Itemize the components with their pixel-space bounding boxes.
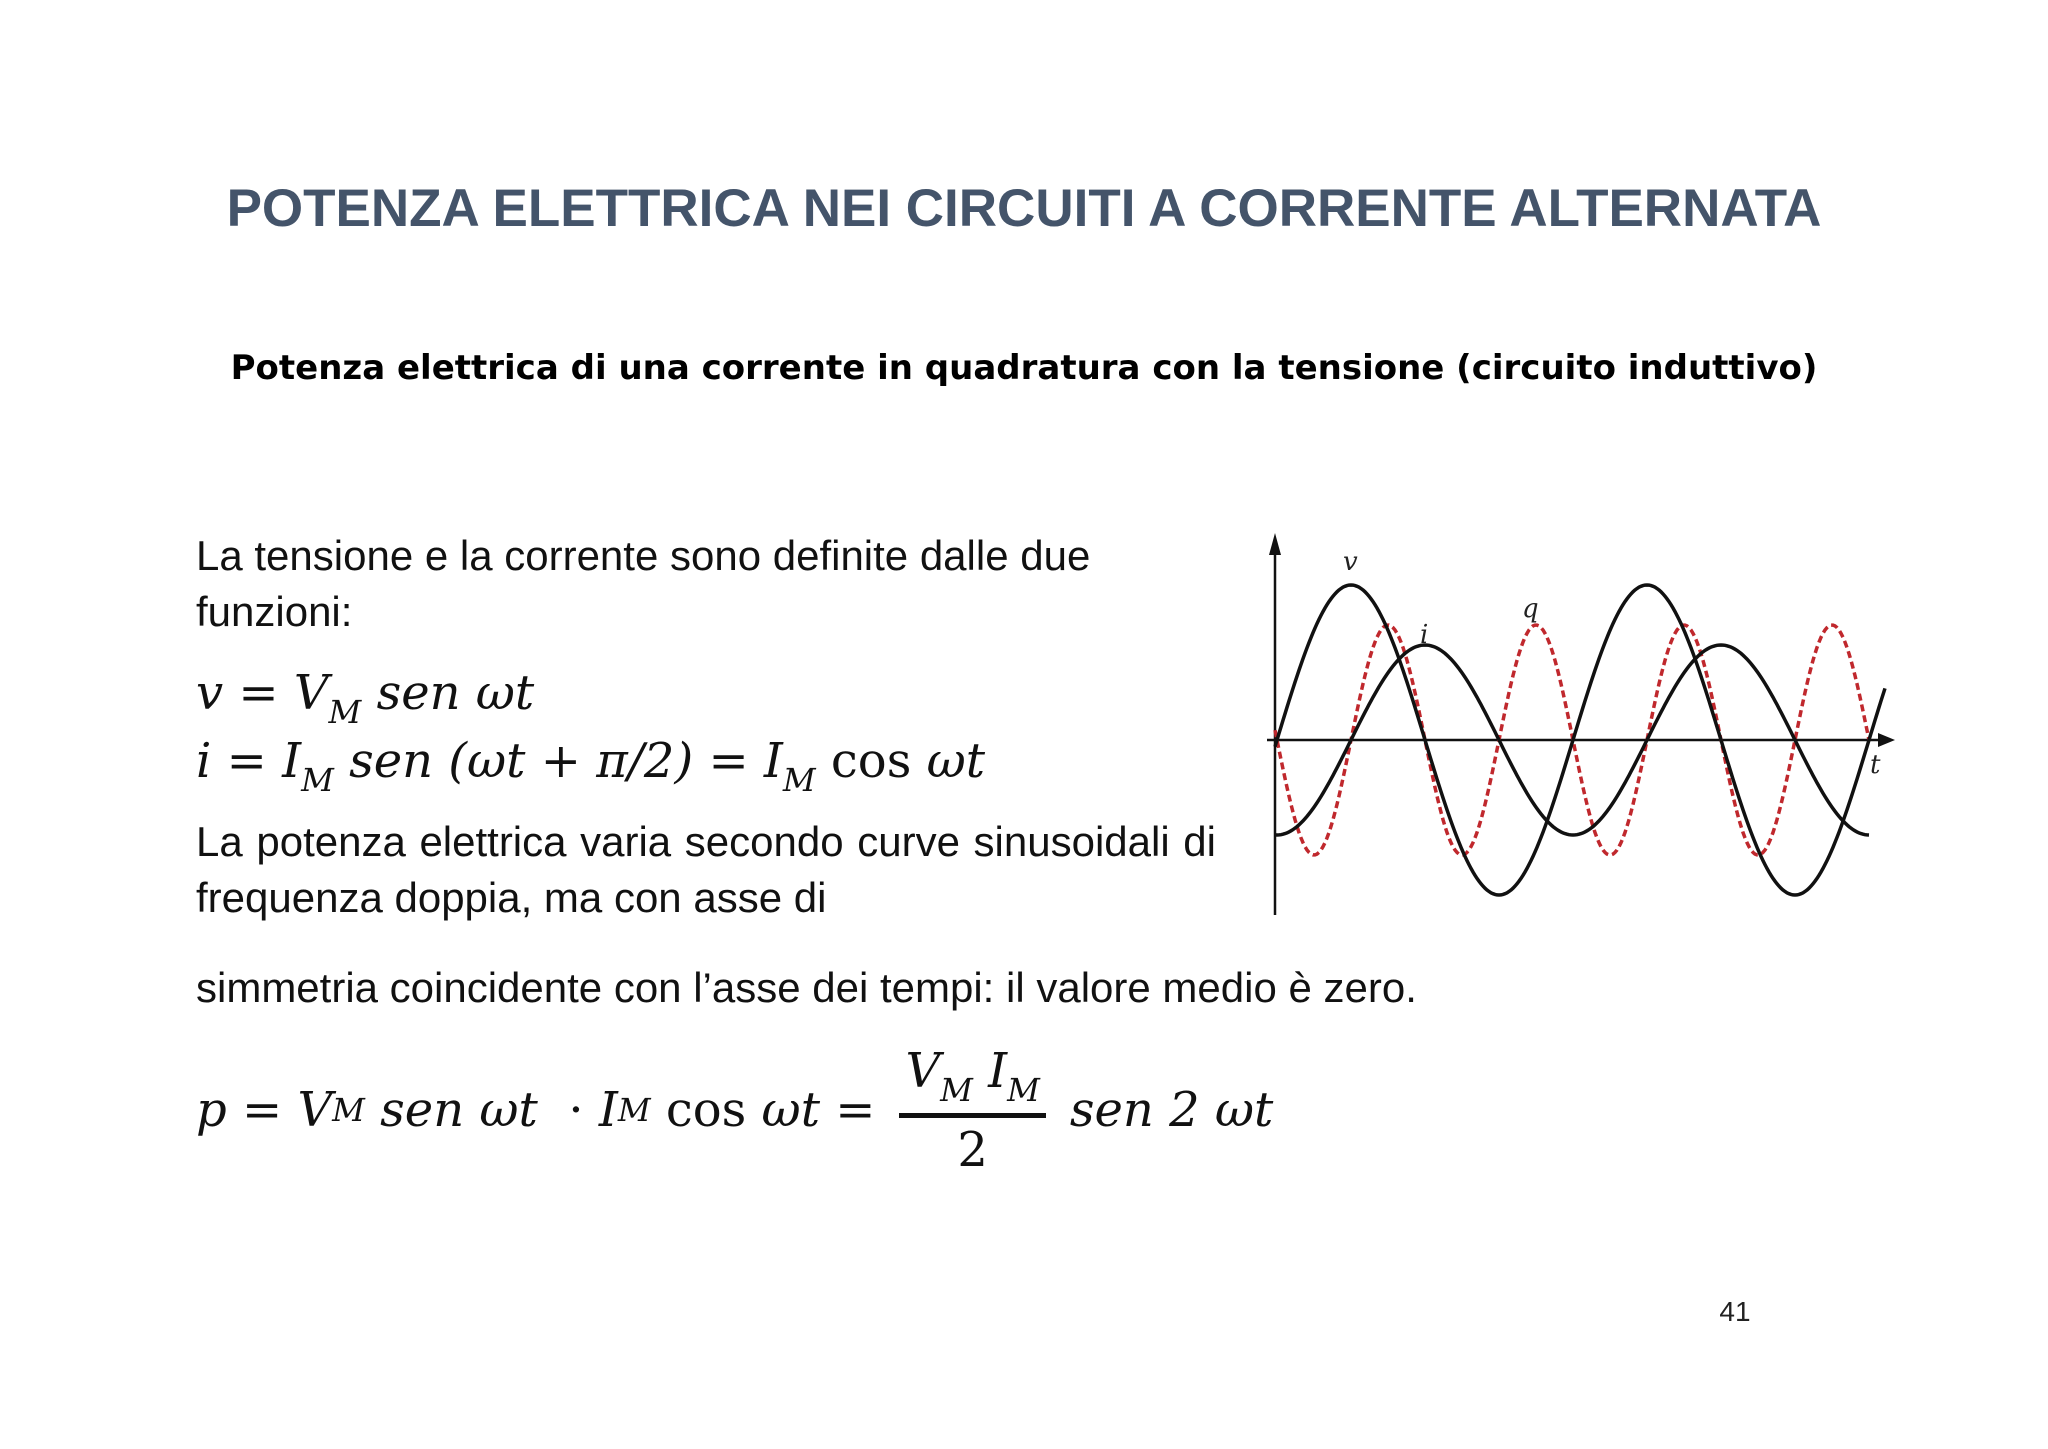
symmetry-paragraph: simmetria coincidente con l’asse dei tempi: il valore medio è zero.: [196, 964, 1417, 1011]
label-v: v: [1343, 547, 1358, 577]
eq-p-v-sub: M: [332, 1091, 365, 1129]
eq-i-cos: cos: [830, 733, 912, 789]
eq-i-mid: sen (ωt + π/2) =: [349, 733, 749, 789]
intro-paragraph: La tensione e la corrente sono definite dalle due funzioni:: [196, 532, 1091, 635]
page-number: 41: [1719, 1296, 1751, 1327]
eq-frac-v-sub: M: [940, 1070, 973, 1109]
eq-p-v: V: [297, 1082, 333, 1138]
eq-p-i-sub: M: [617, 1091, 651, 1129]
time-axis-arrow: [1878, 733, 1895, 747]
eq-i-sub-2: M: [782, 761, 816, 799]
eq-p-lhs: p =: [196, 1082, 283, 1138]
eq-i-sub: M: [301, 761, 334, 799]
eq-frac-i: I: [988, 1042, 1008, 1099]
eq-fraction: [899, 1043, 1045, 1178]
page-title: POTENZA ELETTRICA NEI CIRCUITI A CORRENTE ALTERNATA: [226, 179, 1822, 238]
eq-p-i: I: [598, 1082, 618, 1138]
voltage-equation: [196, 665, 534, 731]
eq-v-amplitude: V: [293, 665, 329, 721]
power-description-paragraph: La potenza elettrica varia secondo curve sinusoidali di frequenza doppia, ma con asse di: [196, 818, 1216, 921]
power-equation: [196, 1040, 1273, 1180]
y-axis-arrow: [1269, 533, 1281, 555]
label-t: t: [1870, 750, 1881, 780]
label-i: i: [1420, 620, 1429, 650]
label-q: q: [1522, 594, 1539, 624]
eq-v-rest: sen ωt: [376, 665, 535, 721]
eq-p-wt: ωt =: [761, 1082, 876, 1138]
eq-frac-v: V: [905, 1042, 941, 1099]
eq-p-result: sen 2 ωt: [1069, 1082, 1274, 1138]
eq-v-sub: M: [328, 693, 362, 731]
eq-p-dot: ·: [568, 1082, 584, 1138]
eq-i-amplitude: I: [282, 733, 302, 789]
eq-frac-i-sub: M: [1007, 1070, 1040, 1109]
waveform-graph: [1250, 525, 1910, 925]
eq-v-lhs: v =: [196, 665, 279, 721]
eq-i-lhs: i =: [196, 733, 267, 789]
page-subtitle: Potenza elettrica di una corrente in quadratura con la tensione (circuito induttivo): [230, 348, 1818, 388]
graph-layer: [1267, 533, 1895, 915]
current-equation: [196, 733, 985, 799]
eq-i-amplitude-2: I: [763, 733, 783, 789]
eq-fraction-numerator: [899, 1043, 1045, 1118]
eq-i-end: ωt: [926, 733, 986, 789]
eq-p-cos: cos: [665, 1082, 747, 1138]
eq-p-sen: sen ωt: [380, 1082, 538, 1138]
eq-fraction-denominator: 2: [957, 1121, 988, 1178]
